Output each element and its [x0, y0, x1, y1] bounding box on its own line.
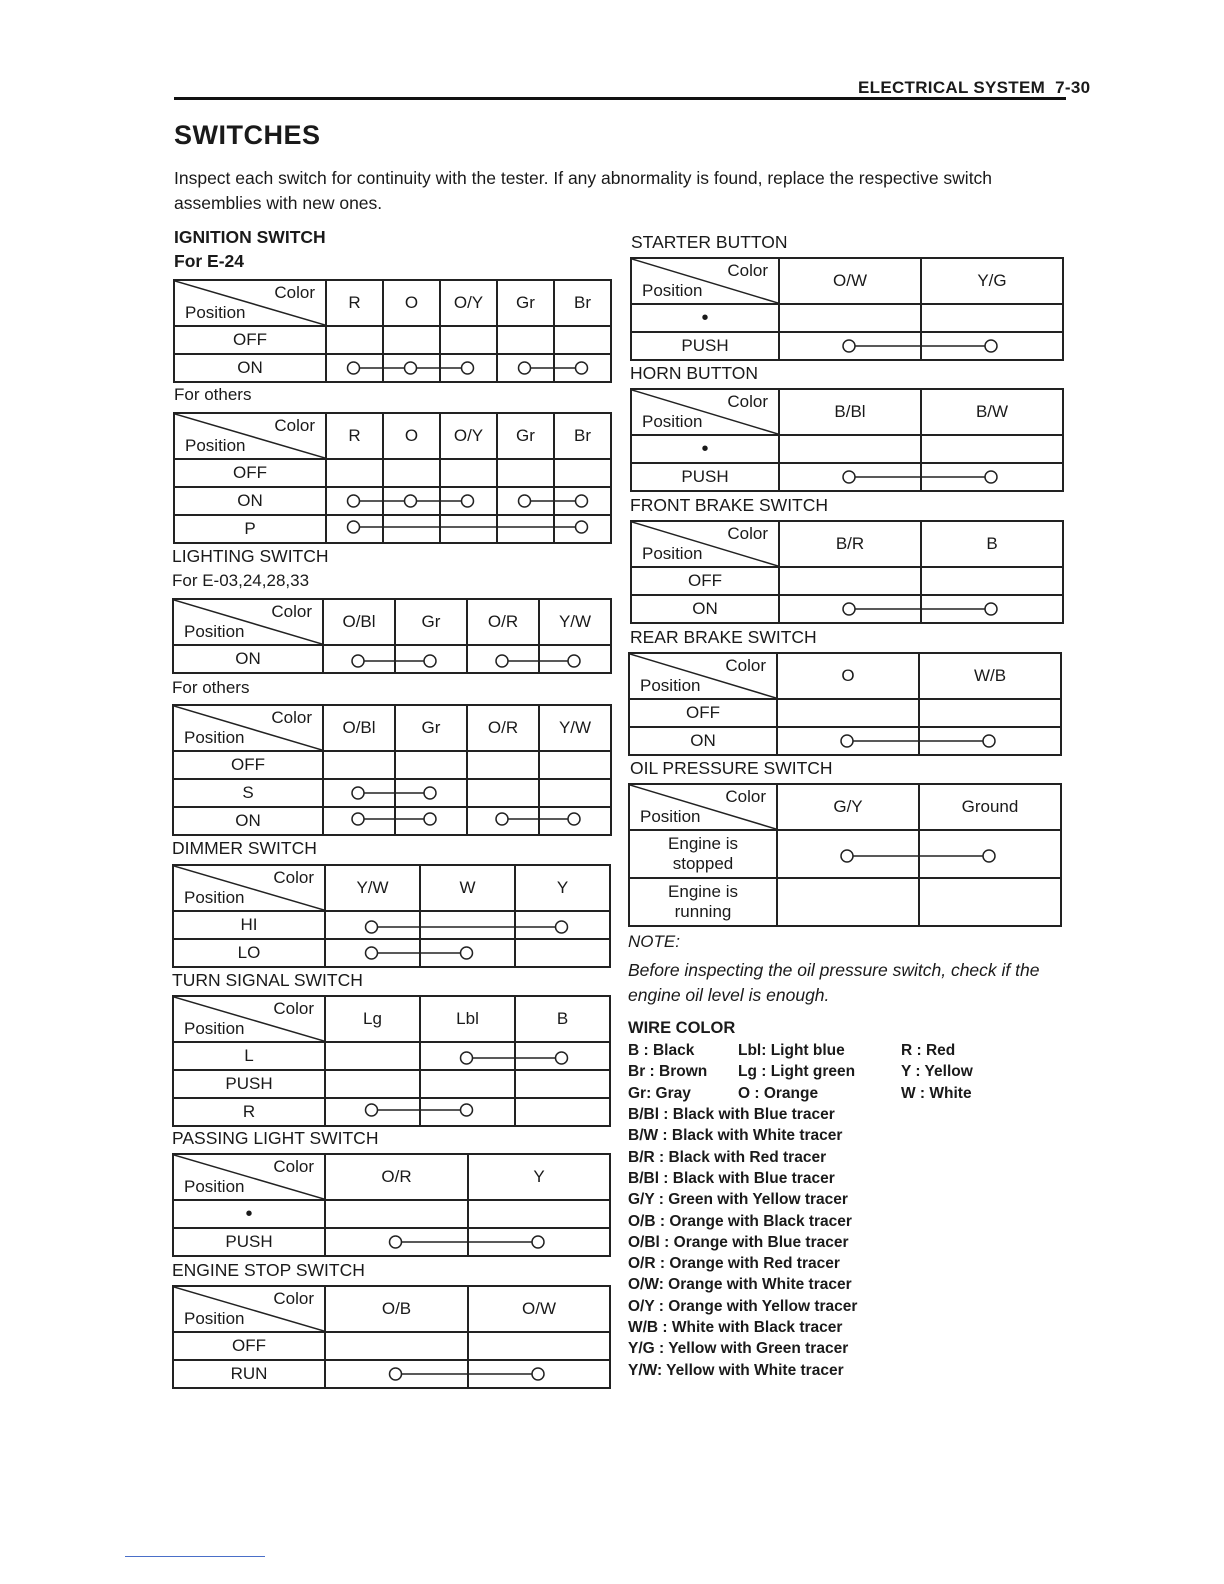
page-title: SWITCHES [174, 120, 321, 150]
continuity-cell [777, 878, 919, 926]
continuity-cell [554, 515, 611, 543]
continuity-cell [325, 1070, 420, 1098]
position-cell: HI [173, 911, 325, 939]
position-text: running [674, 902, 732, 921]
wire-tracer-entry: B/Bl : Black with Blue tracer [628, 1169, 835, 1187]
wire-tracer-entry: B/R : Black with Red tracer [628, 1148, 827, 1166]
continuity-cell [777, 830, 919, 878]
turn-title: TURN SIGNAL SWITCH [172, 970, 363, 990]
wire-color-title: WIRE COLOR [628, 1019, 736, 1037]
wire-color-header: R [326, 280, 383, 326]
continuity-cell [554, 326, 611, 354]
continuity-cell [325, 1098, 420, 1126]
position-label: Position [640, 676, 701, 695]
continuity-cell [325, 1360, 468, 1388]
position-cell: PUSH [173, 1070, 325, 1098]
position-label: Position [642, 412, 703, 431]
continuity-cell [467, 751, 539, 779]
continuity-cell [323, 751, 395, 779]
position-text: Engine is [668, 834, 738, 853]
wire-tracer-entry: W/B : White with Black tracer [628, 1319, 843, 1336]
continuity-cell [779, 304, 921, 332]
continuity-cell [921, 435, 1063, 463]
position-cell: ON [173, 645, 323, 673]
continuity-cell [779, 567, 921, 595]
continuity-cell [440, 354, 497, 382]
continuity-cell [395, 807, 467, 835]
wire-color-header: O/Bl [323, 599, 395, 645]
continuity-cell [383, 354, 440, 382]
continuity-cell [921, 595, 1063, 623]
wire-color-header: Lbl [420, 996, 515, 1042]
position-cell: ON [631, 595, 779, 623]
color-label: Color [273, 868, 314, 887]
starter-title: STARTER BUTTON [631, 232, 788, 252]
continuity-cell [326, 515, 383, 543]
continuity-cell [919, 878, 1061, 926]
continuity-cell [777, 699, 919, 727]
continuity-cell [515, 939, 610, 967]
continuity-cell [325, 1042, 420, 1070]
position-label: Position [184, 1177, 245, 1196]
wire-color-header: Y [468, 1154, 610, 1200]
continuity-cell [497, 326, 554, 354]
color-label: Color [271, 708, 312, 727]
wire-color-header: O/B [325, 1286, 468, 1332]
continuity-cell [554, 459, 611, 487]
wire-color-header: O [777, 653, 919, 699]
wire-tracer-entry: O/Y : Orange with Yellow tracer [628, 1297, 858, 1315]
wire-color-header: O/Y [440, 280, 497, 326]
continuity-cell [468, 1332, 610, 1360]
continuity-cell [919, 727, 1061, 755]
continuity-cell [420, 1098, 515, 1126]
position-label: Position [184, 1309, 245, 1328]
position-cell: PUSH [631, 463, 779, 491]
color-label: Color [273, 1157, 314, 1176]
position-cell: OFF [629, 699, 777, 727]
position-color-header [631, 258, 779, 304]
position-cell: • [631, 435, 779, 463]
continuity-cell [515, 1070, 610, 1098]
position-label: Position [184, 1019, 245, 1038]
wire-color-header: B [921, 521, 1063, 567]
position-label: Position [642, 544, 703, 563]
position-label: Position [642, 281, 703, 300]
color-label: Color [725, 787, 766, 806]
continuity-cell [383, 459, 440, 487]
continuity-cell [497, 354, 554, 382]
wire-color-header: Gr [497, 413, 554, 459]
wire-color-header: B/W [921, 389, 1063, 435]
footer-mark [125, 1556, 265, 1557]
wire-color-entry: O : Orange [738, 1084, 819, 1102]
wire-tracer-entry: G/Y : Green with Yellow tracer [628, 1191, 848, 1209]
continuity-cell [468, 1228, 610, 1256]
continuity-cell [323, 779, 395, 807]
wire-tracer-entry: B/Bl : Black with Blue tracer [628, 1106, 835, 1123]
ignition-sub2: For others [174, 385, 252, 404]
continuity-cell [468, 1200, 610, 1228]
position-cell: OFF [173, 1332, 325, 1360]
wire-color-header: Gr [395, 599, 467, 645]
position-color-header [629, 653, 777, 699]
position-cell: ON [173, 807, 323, 835]
position-color-header [631, 521, 779, 567]
continuity-cell [395, 779, 467, 807]
position-color-header [173, 865, 325, 911]
front-brake-title: FRONT BRAKE SWITCH [630, 495, 829, 515]
oil-title: OIL PRESSURE SWITCH [630, 758, 833, 778]
position-color-header [173, 705, 323, 751]
continuity-cell [326, 487, 383, 515]
wire-color-header: O/R [467, 705, 539, 751]
continuity-cell [440, 459, 497, 487]
continuity-cell [420, 1042, 515, 1070]
wire-color-entry: W : White [901, 1084, 972, 1102]
header-rule [174, 97, 1066, 100]
position-cell: PUSH [173, 1228, 325, 1256]
color-label: Color [273, 999, 314, 1018]
engine-stop-title: ENGINE STOP SWITCH [172, 1260, 365, 1280]
wire-color-header: O/R [325, 1154, 468, 1200]
position-cell: ON [174, 354, 326, 382]
position-color-header [174, 280, 326, 326]
rear-brake-title: REAR BRAKE SWITCH [630, 627, 817, 647]
continuity-cell [383, 515, 440, 543]
wire-color-header: B [515, 996, 610, 1042]
continuity-cell [467, 645, 539, 673]
position-color-header [173, 1286, 325, 1332]
continuity-cell [921, 332, 1063, 360]
wire-color-header: Y [515, 865, 610, 911]
position-cell: P [174, 515, 326, 543]
wire-color-header: O/Y [440, 413, 497, 459]
wire-color-header: Y/W [539, 599, 611, 645]
continuity-cell [779, 435, 921, 463]
continuity-cell [554, 487, 611, 515]
position-color-header [631, 389, 779, 435]
position-cell: • [631, 304, 779, 332]
continuity-cell [395, 751, 467, 779]
continuity-cell [539, 779, 611, 807]
continuity-cell [539, 807, 611, 835]
position-label: Position [640, 807, 701, 826]
note-body: Before inspecting the oil pressure switch, check if the engine oil level is enough. [628, 960, 1040, 1005]
continuity-cell [919, 830, 1061, 878]
position-color-header [173, 996, 325, 1042]
continuity-cell [326, 354, 383, 382]
continuity-cell [515, 1042, 610, 1070]
color-label: Color [273, 1289, 314, 1308]
continuity-cell [440, 515, 497, 543]
wire-color-header: W [420, 865, 515, 911]
position-cell: S [173, 779, 323, 807]
position-cell: PUSH [631, 332, 779, 360]
color-label: Color [727, 261, 768, 280]
position-label: Position [184, 888, 245, 907]
continuity-cell [420, 939, 515, 967]
wire-color-entry: B : Black [628, 1042, 695, 1059]
wire-color-header: Gr [497, 280, 554, 326]
position-cell: OFF [174, 326, 326, 354]
position-cell [629, 878, 777, 926]
position-color-header [173, 599, 323, 645]
wire-color-header: Ground [919, 784, 1061, 830]
continuity-cell [325, 939, 420, 967]
wire-color-header: R [326, 413, 383, 459]
position-color-header [629, 784, 777, 830]
continuity-cell [779, 332, 921, 360]
continuity-cell [440, 487, 497, 515]
continuity-cell [777, 727, 919, 755]
wire-color-entry: Br : Brown [628, 1063, 708, 1081]
wire-tracer-entry: Y/W: Yellow with White tracer [628, 1361, 844, 1379]
position-color-header [174, 413, 326, 459]
position-cell: ON [629, 727, 777, 755]
continuity-cell [420, 911, 515, 939]
position-cell: OFF [174, 459, 326, 487]
color-label: Color [727, 524, 768, 543]
continuity-cell [326, 459, 383, 487]
continuity-cell [383, 326, 440, 354]
wire-color-header: B/Bl [779, 389, 921, 435]
wire-color-header: Y/W [325, 865, 420, 911]
horn-title: HORN BUTTON [630, 363, 759, 383]
wire-color-entry: R : Red [901, 1042, 956, 1059]
continuity-cell [323, 807, 395, 835]
continuity-cell [919, 699, 1061, 727]
continuity-cell [497, 487, 554, 515]
continuity-cell [395, 645, 467, 673]
continuity-cell [325, 911, 420, 939]
note-title: NOTE: [628, 932, 680, 951]
continuity-cell [539, 645, 611, 673]
wire-color-header: Br [554, 413, 611, 459]
continuity-cell [497, 515, 554, 543]
position-cell: OFF [631, 567, 779, 595]
color-label: Color [274, 416, 315, 435]
continuity-cell [539, 751, 611, 779]
wire-tracer-entry: O/R : Orange with Red tracer [628, 1255, 840, 1273]
wire-color-header: O/W [779, 258, 921, 304]
wire-color-entry: Lg : Light green [738, 1063, 856, 1081]
wire-color-header: O/W [468, 1286, 610, 1332]
position-label: Position [185, 436, 246, 455]
ignition-title: IGNITION SWITCH [174, 227, 326, 247]
color-label: Color [271, 602, 312, 621]
wire-tracer-entry: Y/G : Yellow with Green tracer [628, 1340, 849, 1358]
position-label: Position [184, 728, 245, 747]
wire-color-header: Y/W [539, 705, 611, 751]
continuity-cell [325, 1200, 468, 1228]
wire-color-entry: Y : Yellow [901, 1063, 973, 1081]
intro-paragraph: Inspect each switch for continuity with the tester. If any abnormality is found, replace the respective switch assemblies with new ones. [174, 168, 993, 213]
continuity-cell [554, 354, 611, 382]
position-text: stopped [672, 854, 734, 873]
wire-tracer-entry: O/W: Orange with White tracer [628, 1276, 852, 1294]
position-cell [629, 830, 777, 878]
wire-color-header: Br [554, 280, 611, 326]
position-cell: LO [173, 939, 325, 967]
lighting-title: LIGHTING SWITCH [172, 546, 329, 566]
wire-color-header: O/R [467, 599, 539, 645]
passing-title: PASSING LIGHT SWITCH [172, 1128, 379, 1148]
lighting-sub1: For E-03,24,28,33 [172, 571, 310, 590]
ignition-sub1: For E-24 [174, 251, 245, 271]
position-color-header [173, 1154, 325, 1200]
continuity-cell [515, 911, 610, 939]
continuity-cell [921, 463, 1063, 491]
continuity-cell [515, 1098, 610, 1126]
wire-color-entry: Gr: Gray [628, 1084, 691, 1102]
wire-color-header: O [383, 413, 440, 459]
wire-color-entry: Lbl: Light blue [738, 1042, 845, 1059]
position-label: Position [185, 303, 246, 322]
wire-color-header: W/B [919, 653, 1061, 699]
position-cell: ON [174, 487, 326, 515]
running-header [858, 78, 1090, 98]
position-cell: RUN [173, 1360, 325, 1388]
continuity-cell [323, 645, 395, 673]
header-section: ELECTRICAL SYSTEM [858, 78, 1046, 97]
position-label: Position [184, 622, 245, 641]
wire-color-header: O/Bl [323, 705, 395, 751]
dimmer-title: DIMMER SWITCH [172, 838, 317, 858]
wire-tracer-entry: O/B : Orange with Black tracer [628, 1212, 852, 1230]
continuity-cell [326, 326, 383, 354]
wire-color-header: B/R [779, 521, 921, 567]
wire-tracer-entry: B/W : Black with White tracer [628, 1127, 843, 1145]
wire-color-header: Y/G [921, 258, 1063, 304]
continuity-cell [383, 487, 440, 515]
continuity-cell [467, 807, 539, 835]
position-cell: OFF [173, 751, 323, 779]
position-cell: L [173, 1042, 325, 1070]
wire-tracer-entry: O/Bl : Orange with Blue tracer [628, 1233, 849, 1251]
wire-color-header: G/Y [777, 784, 919, 830]
continuity-cell [921, 304, 1063, 332]
continuity-cell [440, 326, 497, 354]
color-label: Color [725, 656, 766, 675]
lighting-sub2: For others [172, 678, 250, 697]
header-page-number: 7-30 [1055, 78, 1091, 97]
continuity-cell [779, 595, 921, 623]
continuity-cell [779, 463, 921, 491]
position-cell: R [173, 1098, 325, 1126]
position-text: Engine is [668, 882, 738, 901]
continuity-cell [325, 1228, 468, 1256]
continuity-cell [467, 779, 539, 807]
wire-color-header: Gr [395, 705, 467, 751]
color-label: Color [274, 283, 315, 302]
continuity-cell [497, 459, 554, 487]
continuity-cell [468, 1360, 610, 1388]
wire-color-header: Lg [325, 996, 420, 1042]
color-label: Color [727, 392, 768, 411]
position-cell: • [173, 1200, 325, 1228]
continuity-cell [420, 1070, 515, 1098]
continuity-cell [325, 1332, 468, 1360]
wire-color-header: O [383, 280, 440, 326]
continuity-cell [921, 567, 1063, 595]
